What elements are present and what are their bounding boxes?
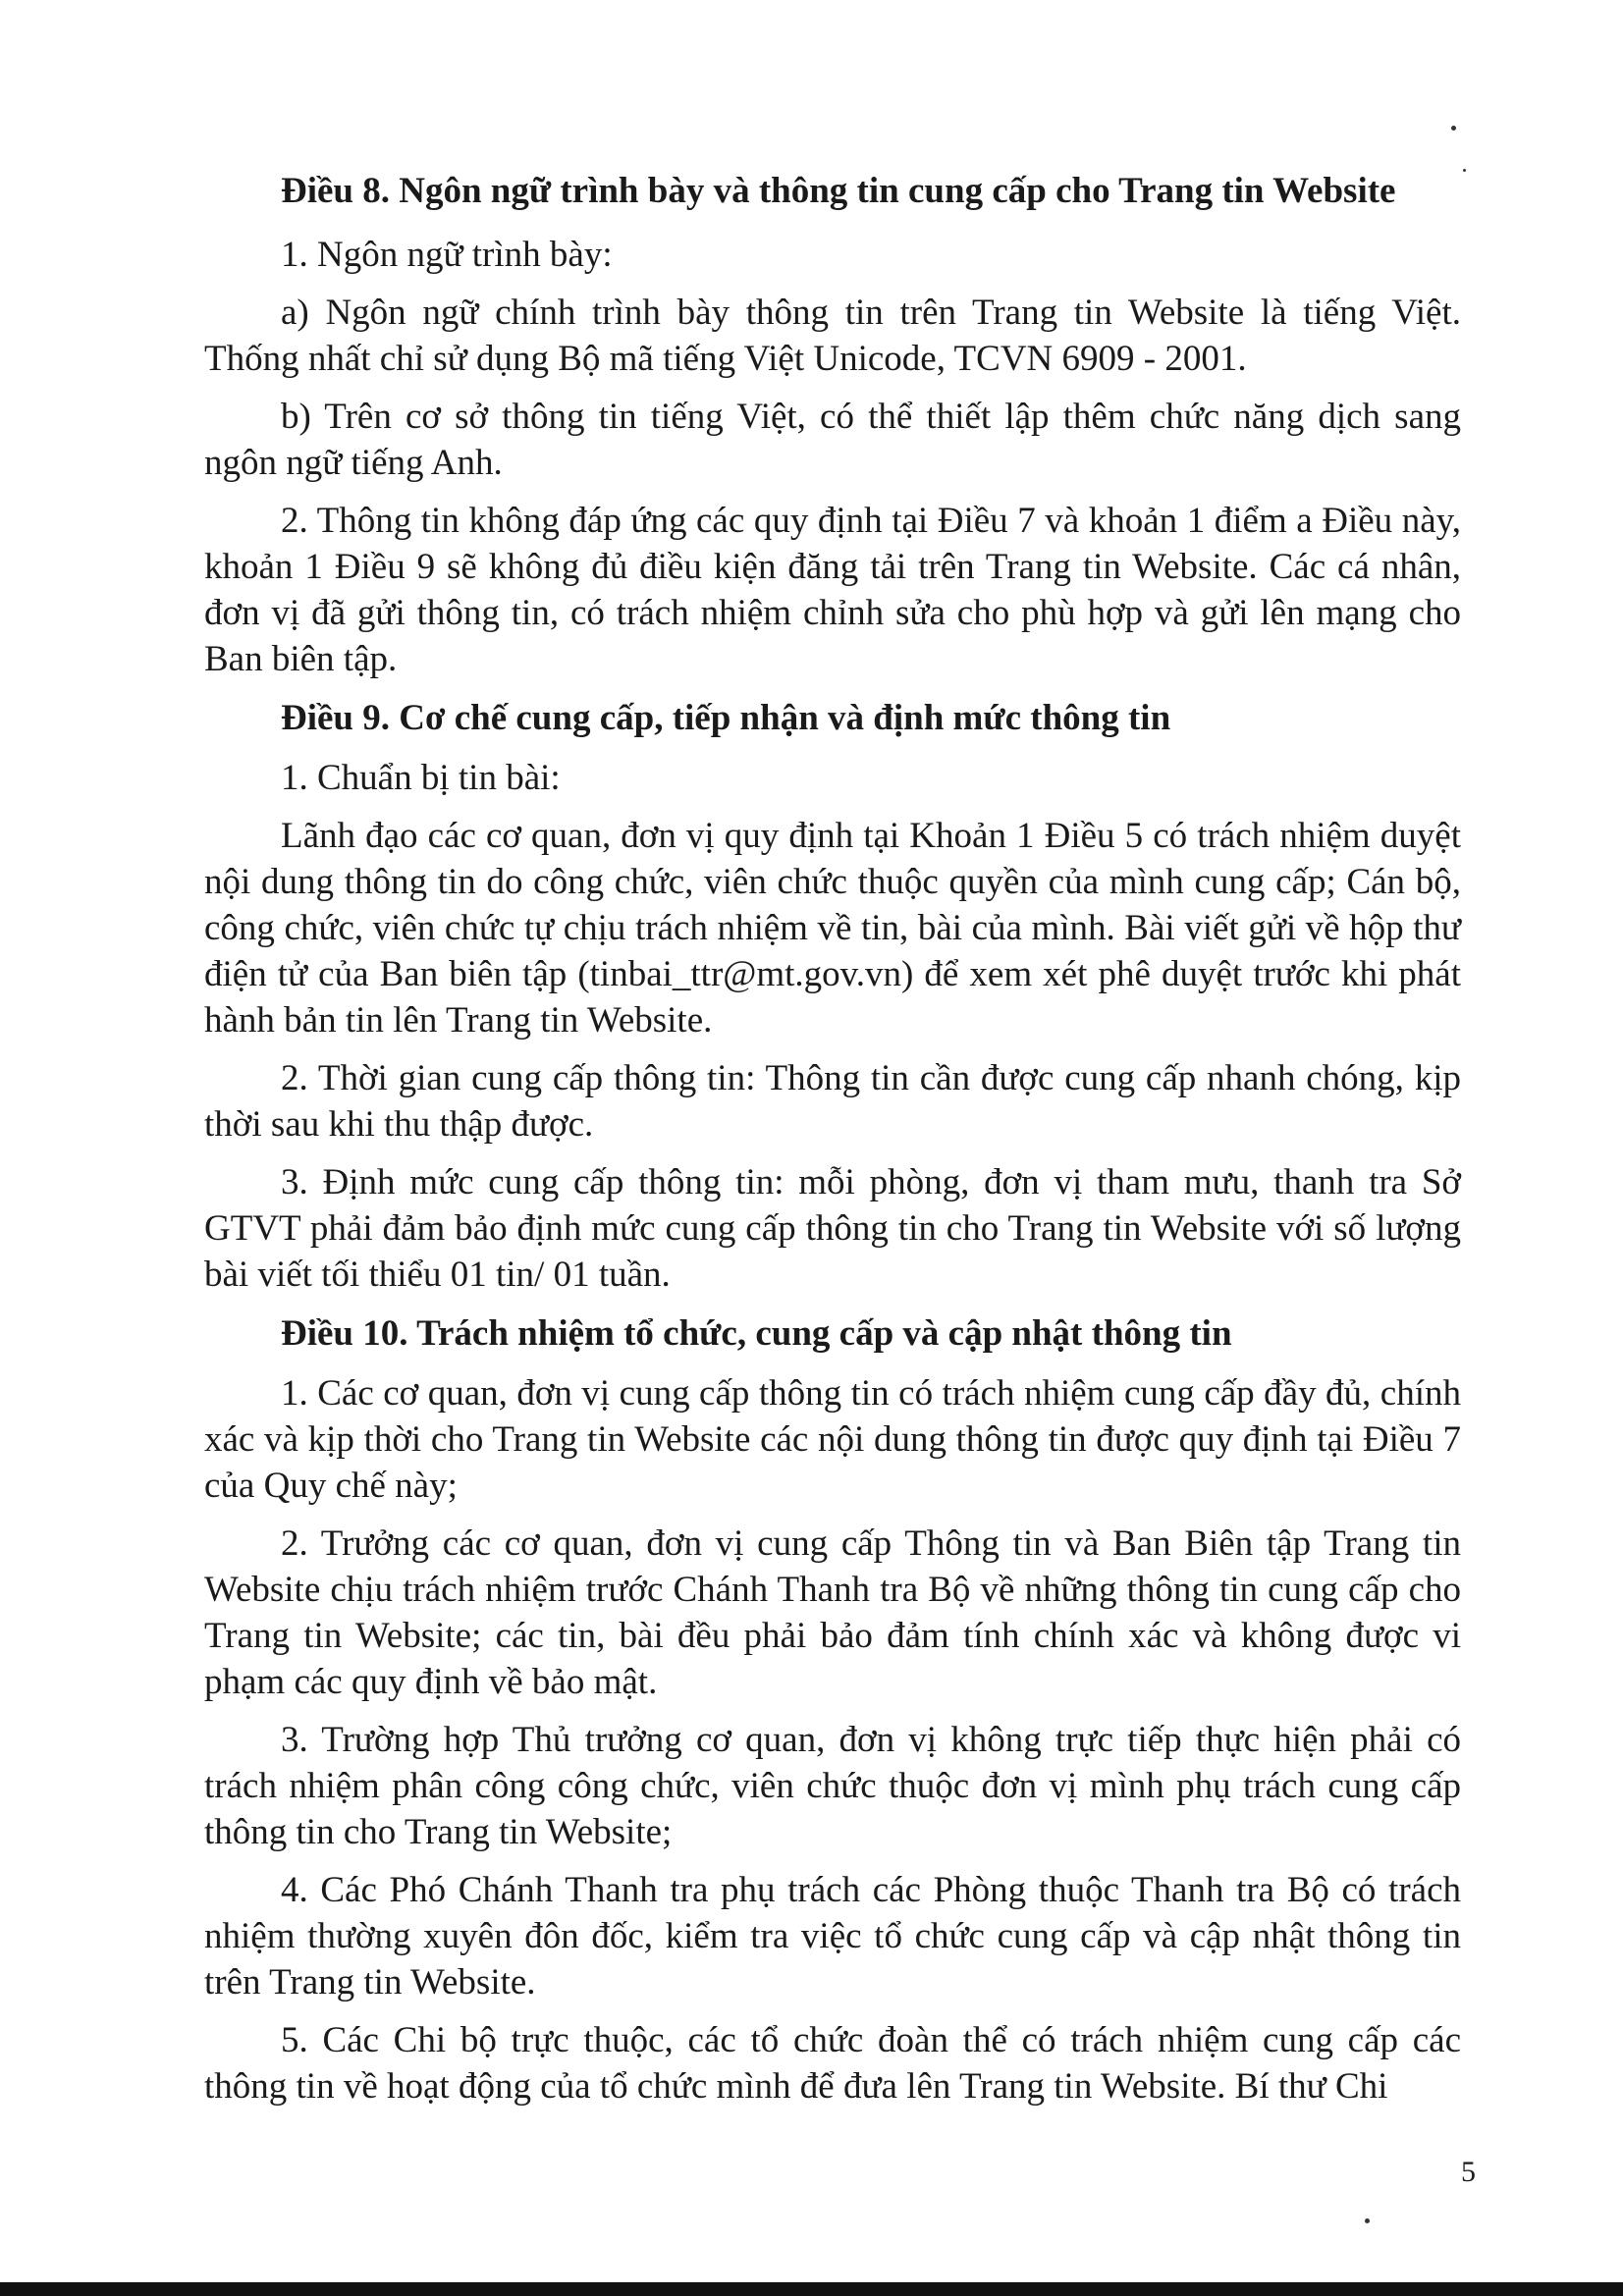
article-9-paragraph-2: Lãnh đạo các cơ quan, đơn vị quy định tại Khoản 1 Điều 5 có trách nhiệm duyệt nội dung thông tin do công chức, viên chức thuộc quyền của mình cung cấp; Cán bộ, công chức, viên chức tự chịu trách nhiệm về tin, bài của mình. Bài viết gửi về hộp thư điện tử của Ban biên tập (tinbai_ttr@mt.gov.vn) để xem xét phê duyệt trước khi phát hành bản tin lên Trang tin Website. bbox=[204, 816, 1461, 1041]
article-9-paragraph-4: 3. Định mức cung cấp thông tin: mỗi phòng, đơn vị tham mưu, thanh tra Sở GTVT phải đảm bảo định mức cung cấp thông tin cho Trang tin Website với số lượng bài viết tối thiểu 01 tin/ 01 tuần. bbox=[204, 1162, 1461, 1295]
article-8-paragraph-2: a) Ngôn ngữ chính trình bày thông tin trên Trang tin Website là tiếng Việt. Thống nhất chỉ sử dụng Bộ mã tiếng Việt Unicode, TCVN 6909 - 2001. bbox=[204, 293, 1461, 379]
article-10-paragraph-1: 1. Các cơ quan, đơn vị cung cấp thông tin có trách nhiệm cung cấp đầy đủ, chính xác và kịp thời cho Trang tin Website các nội dung thông tin được quy định tại Điều 7 của Quy chế này; bbox=[204, 1373, 1461, 1506]
article-10-paragraph-4: 4. Các Phó Chánh Thanh tra phụ trách các Phòng thuộc Thanh tra Bộ có trách nhiệm thường xuyên đôn đốc, kiểm tra việc tổ chức cung cấp và cập nhật thông tin trên Trang tin Website. bbox=[204, 1870, 1461, 2002]
scan-speck bbox=[1365, 2218, 1370, 2223]
article-9-heading: Điều 9. Cơ chế cung cấp, tiếp nhận và định mức thông tin bbox=[281, 698, 1171, 738]
article-10-heading: Điều 10. Trách nhiệm tổ chức, cung cấp và cập nhật thông tin bbox=[281, 1313, 1232, 1354]
article-10-paragraph-2: 2. Trưởng các cơ quan, đơn vị cung cấp Thông tin và Ban Biên tập Trang tin Website chịu trách nhiệm trước Chánh Thanh tra Bộ về những thông tin cung cấp cho Trang tin Website; các tin, bài đều phải bảo đảm tính chính xác và không được vi phạm các quy định về bảo mật. bbox=[204, 1523, 1461, 1702]
document-body bbox=[204, 167, 1461, 2121]
page-number: 5 bbox=[1461, 2156, 1476, 2188]
article-8-paragraph-4: 2. Thông tin không đáp ứng các quy định tại Điều 7 và khoản 1 điểm a Điều này, khoản 1 Điều 9 sẽ không đủ điều kiện đăng tải trên Trang tin Website. Các cá nhân, đơn vị đã gửi thông tin, có trách nhiệm chỉnh sửa cho phù hợp và gửi lên mạng cho Ban biên tập. bbox=[204, 501, 1461, 679]
article-8-paragraph-3: b) Trên cơ sở thông tin tiếng Việt, có thể thiết lập thêm chức năng dịch sang ngôn ngữ tiếng Anh. bbox=[204, 397, 1461, 483]
article-10-paragraph-3: 3. Trường hợp Thủ trưởng cơ quan, đơn vị không trực tiếp thực hiện phải có trách nhiệm phân công công chức, viên chức thuộc đơn vị mình phụ trách cung cấp thông tin cho Trang tin Website; bbox=[204, 1720, 1461, 1852]
scan-edge-bar bbox=[0, 2282, 1623, 2296]
scan-speck bbox=[1451, 126, 1456, 131]
article-10-paragraph-5: 5. Các Chi bộ trực thuộc, các tổ chức đoàn thể có trách nhiệm cung cấp các thông tin về hoạt động của tổ chức mình để đưa lên Trang tin Website. Bí thư Chi bbox=[204, 2020, 1461, 2107]
article-8-paragraph-1: 1. Ngôn ngữ trình bày: bbox=[281, 235, 613, 275]
article-9-paragraph-3: 2. Thời gian cung cấp thông tin: Thông tin cần được cung cấp nhanh chóng, kịp thời sau khi thu thập được. bbox=[204, 1058, 1461, 1145]
article-8-heading: Điều 8. Ngôn ngữ trình bày và thông tin cung cấp cho Trang tin Website bbox=[281, 171, 1396, 211]
article-9-paragraph-1: 1. Chuẩn bị tin bài: bbox=[281, 758, 561, 798]
scan-speck bbox=[1463, 169, 1466, 172]
